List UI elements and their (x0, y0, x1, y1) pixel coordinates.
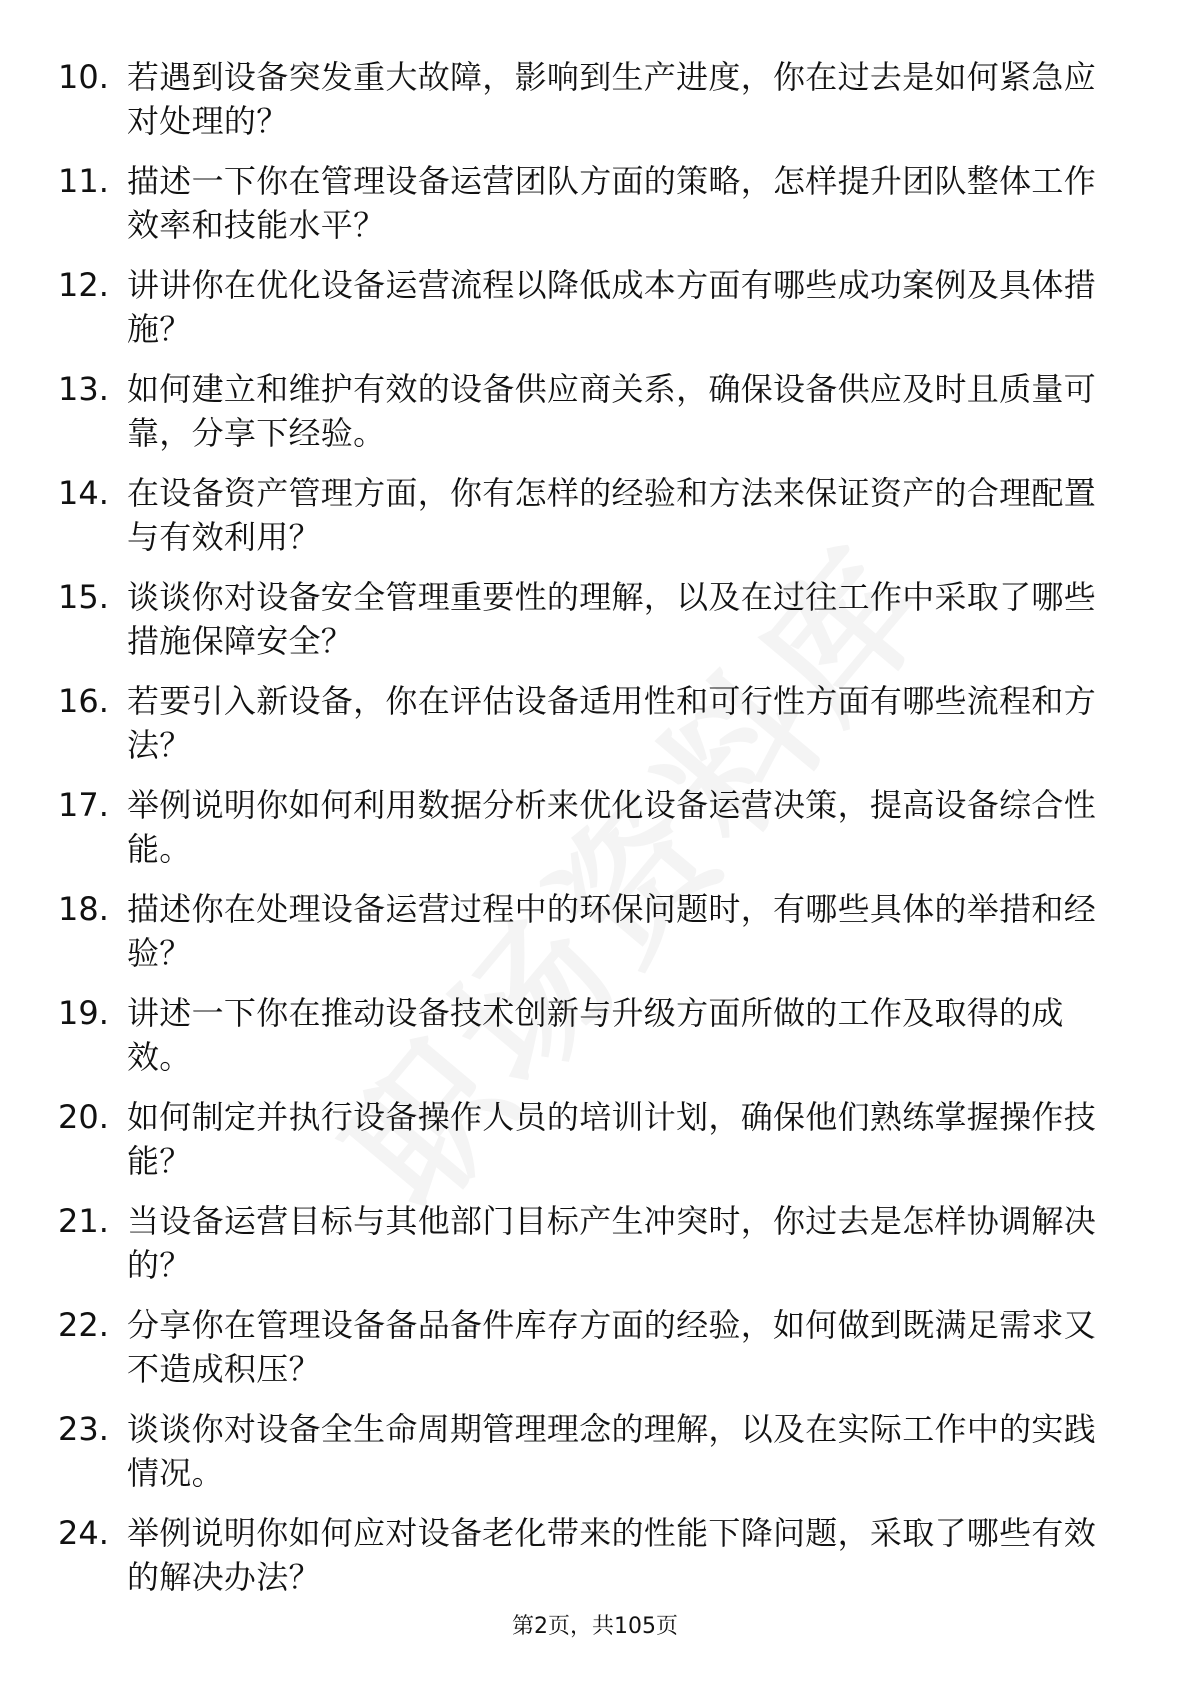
question-number: 15. (58, 578, 109, 616)
question-text: 讲讲你在优化设备运营流程以降低成本方面有哪些成功案例及具体措施？ (127, 266, 1097, 348)
question-text: 谈谈你对设备安全管理重要性的理解，以及在过往工作中采取了哪些措施保障安全？ (127, 578, 1097, 660)
question-text: 讲述一下你在推动设备技术创新与升级方面所做的工作及取得的成效。 (127, 994, 1064, 1076)
question-text: 谈谈你对设备全生命周期管理理念的理解，以及在实际工作中的实践情况。 (127, 1410, 1097, 1492)
question-text: 如何制定并执行设备操作人员的培训计划，确保他们熟练掌握操作技能？ (127, 1098, 1097, 1180)
question-number: 22. (58, 1306, 109, 1344)
question-text: 描述一下你在管理设备运营团队方面的策略，怎样提升团队整体工作效率和技能水平？ (127, 162, 1097, 244)
question-number: 14. (58, 474, 109, 512)
question-number: 17. (58, 786, 109, 824)
question-text: 如何建立和维护有效的设备供应商关系，确保设备供应及时且质量可靠，分享下经验。 (127, 370, 1097, 452)
question-item (0, 1095, 1190, 1199)
question-item (0, 1407, 1190, 1511)
question-item (0, 159, 1190, 263)
question-number: 20. (58, 1098, 109, 1136)
question-item (0, 1199, 1190, 1303)
question-item (0, 471, 1190, 575)
page-indicator: 第2页，共105页 (512, 1614, 678, 1639)
question-item (0, 1303, 1190, 1407)
question-text: 分享你在管理设备备品备件库存方面的经验，如何做到既满足需求又不造成积压？ (127, 1306, 1097, 1388)
question-item (0, 783, 1190, 887)
question-number: 21. (58, 1202, 109, 1240)
question-item (0, 679, 1190, 783)
question-number: 19. (58, 994, 109, 1032)
question-item (0, 367, 1190, 471)
question-number: 24. (58, 1514, 109, 1552)
question-item (0, 55, 1190, 159)
question-item (0, 991, 1190, 1095)
question-text: 当设备运营目标与其他部门目标产生冲突时，你过去是怎样协调解决的？ (127, 1202, 1097, 1284)
question-number: 16. (58, 682, 109, 720)
page-footer (0, 1612, 1190, 1642)
question-number: 11. (58, 162, 109, 200)
question-item (0, 1511, 1190, 1615)
question-text: 举例说明你如何利用数据分析来优化设备运营决策，提高设备综合性能。 (127, 786, 1097, 868)
question-text: 描述你在处理设备运营过程中的环保问题时，有哪些具体的举措和经验？ (127, 890, 1097, 972)
question-item (0, 575, 1190, 679)
question-number: 13. (58, 370, 109, 408)
question-number: 18. (58, 890, 109, 928)
question-text: 举例说明你如何应对设备老化带来的性能下降问题，采取了哪些有效的解决办法？ (127, 1514, 1097, 1596)
question-number: 23. (58, 1410, 109, 1448)
question-text: 若遇到设备突发重大故障，影响到生产进度，你在过去是如何紧急应对处理的？ (127, 58, 1097, 140)
question-number: 10. (58, 58, 109, 96)
question-number: 12. (58, 266, 109, 304)
question-text: 在设备资产管理方面，你有怎样的经验和方法来保证资产的合理配置与有效利用？ (127, 474, 1097, 556)
question-text: 若要引入新设备，你在评估设备适用性和可行性方面有哪些流程和方法？ (127, 682, 1097, 764)
question-item (0, 887, 1190, 991)
question-list (0, 55, 1190, 1615)
question-item (0, 263, 1190, 367)
